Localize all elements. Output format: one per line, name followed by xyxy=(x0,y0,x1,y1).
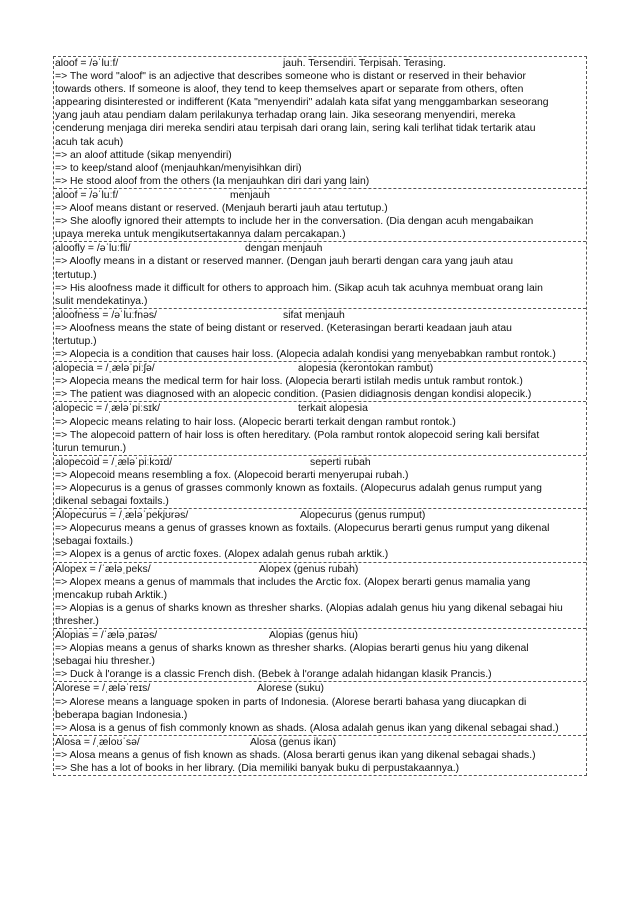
entry-word: Alopex = /ˈæləˌpeks/ xyxy=(55,563,151,575)
entry-text-line: => Alopecic means relating to hair loss. (Alopecic berarti terkait dengan rambut rontok.) xyxy=(55,416,456,428)
entry-text-line: tertutup.) xyxy=(55,269,97,281)
entry-text-line: => Alopecurus is a genus of grasses commonly known as foxtails. (Alopecurus adalah genus rumput yang xyxy=(55,483,542,494)
entry-text-line: => Alopex means a genus of mammals that includes the Arctic fox. (Alopex berarti genus mamalia yang xyxy=(55,576,531,588)
dictionary-entry xyxy=(54,401,586,454)
dictionary-entry xyxy=(54,241,586,307)
entry-meaning: seperti rubah xyxy=(310,456,371,468)
entry-text-line: => Alopias means a genus of sharks known as thresher sharks. (Alopias berarti genus hiu yang dikenal xyxy=(55,643,529,655)
entry-text-line: => Alosa is a genus of fish commonly known as shads. (Alosa adalah genus ikan yang dikenal sebagai shad.) xyxy=(55,722,559,734)
entry-word: aloof = /əˈluːf/ xyxy=(55,189,119,201)
entry-text-line: => Aloof means distant or reserved. (Menjauh berarti jauh atau tertutup.) xyxy=(55,203,388,215)
entry-word: alopecic = /ˌæləˈpiːsɪk/ xyxy=(55,403,161,415)
entry-headline xyxy=(54,736,586,749)
entry-text-line: => Duck à l'orange is a classic French dish. (Bebek à l'orange adalah hidangan klasik Prancis.) xyxy=(55,669,492,681)
entry-headline xyxy=(54,242,586,255)
entry-text-line: => Alopecia is a condition that causes hair loss. (Alopecia adalah kondisi yang menyebabkan rambut rontok.) xyxy=(55,349,556,361)
entry-meaning: terkait alopesia xyxy=(298,403,368,415)
entry-headline xyxy=(54,563,586,576)
entry-text-line: => She aloofly ignored their attempts to include her in the conversation. (Dia dengan acuh mengabaikan xyxy=(55,216,534,228)
entry-text-line: => to keep/stand aloof (menjauhkan/menyisihkan diri) xyxy=(55,162,302,174)
entry-text-line: => an aloof attitude (sikap menyendiri) xyxy=(55,149,232,161)
entry-text-line: beberapa bagian Indonesia.) xyxy=(55,709,188,721)
entry-meaning: dengan menjauh xyxy=(245,243,323,255)
entry-word: aloof = /əˈluːf/ xyxy=(55,58,119,69)
entry-word: Alopias = /ˈæləˌpaɪəs/ xyxy=(55,630,158,642)
dictionary-entry xyxy=(54,361,586,401)
entry-text-line: => His aloofness made it difficult for others to approach him. (Sikap acuh tak acuhnya membuat orang lain xyxy=(55,282,543,294)
dictionary-entry xyxy=(54,455,586,508)
entry-text-line: appearing disinterested or indifferent (Kata "menyendiri" adalah kata sifat yang menggambarkan seseorang xyxy=(55,97,549,109)
entry-text-line: => Alopias is a genus of sharks known as thresher sharks. (Alopias adalah genus hiu yang dikenal sebagai hiu xyxy=(55,602,563,614)
entry-word: alopecia = /ˌæləˈpiːʃə/ xyxy=(55,363,155,375)
entry-text-line: => Alopecurus means a genus of grasses known as foxtails. (Alopecurus berarti genus rumput yang dikenal xyxy=(55,523,550,535)
entry-headline xyxy=(54,402,586,415)
entry-text-line: => He stood aloof from the others (Ia menjauhkan diri dari yang lain) xyxy=(55,175,370,187)
entry-text-line: => Alopecoid means resembling a fox. (Alopecoid berarti menyerupai rubah.) xyxy=(55,469,409,481)
entry-text-line: => Aloofly means in a distant or reserved manner. (Dengan jauh berarti dengan cara yang jauh atau xyxy=(55,256,514,268)
entry-headline xyxy=(54,509,586,522)
entry-text-line: acuh tak acuh) xyxy=(55,136,124,148)
entry-headline xyxy=(54,362,586,375)
entry-word: Alopecurus = /ˌæləˈpekjʊrəs/ xyxy=(55,510,189,522)
entry-headline xyxy=(54,682,586,695)
entry-text-line: => Alorese means a language spoken in parts of Indonesia. (Alorese berarti bahasa yang diucapkan di xyxy=(55,696,527,708)
entry-meaning: Alopecurus (genus rumput) xyxy=(300,510,426,522)
entry-text-line: sebagai hiu thresher.) xyxy=(55,656,155,668)
dictionary-entry xyxy=(54,735,586,775)
entry-text-line: turun temurun.) xyxy=(55,442,127,454)
dictionary-entry xyxy=(54,188,586,241)
entry-meaning: alopesia (kerontokan rambut) xyxy=(298,363,434,375)
entry-meaning: Alopex (genus rubah) xyxy=(259,563,359,575)
dictionary-entry xyxy=(54,308,586,361)
entry-headline xyxy=(54,189,586,202)
entry-meaning: Alopias (genus hiu) xyxy=(269,630,358,642)
entry-text-line: => Alosa means a genus of fish known as shads. (Alosa berarti genus ikan yang dikenal sebagai shads.) xyxy=(55,749,536,761)
entry-text-line: => The patient was diagnosed with an alopecic condition. (Pasien didiagnosis dengan kondisi alopecik.) xyxy=(55,389,532,401)
entry-meaning: jauh. Tersendiri. Terpisah. Terasing. xyxy=(283,58,446,69)
entry-text-line: => The alopecoid pattern of hair loss is often hereditary. (Pola rambut rontok alopecoid sering kali bersifat xyxy=(55,429,540,441)
entry-headline xyxy=(54,629,586,642)
entry-text-line: mencakup rubah Arktik.) xyxy=(55,589,168,601)
entry-headline xyxy=(54,309,586,322)
entry-text-line: towards others. If someone is aloof, they tend to keep themselves apart or separate from others, often xyxy=(55,84,524,96)
entry-text-line: sebagai foxtails.) xyxy=(55,536,133,548)
entry-meaning: Alosa (genus ikan) xyxy=(250,736,337,748)
entry-text-line: cenderung menjaga diri mereka sendiri atau terpisah dari orang lain, sering kali terlihat tidak tertarik atau xyxy=(55,123,536,135)
entry-text-line: thresher.) xyxy=(55,615,99,627)
entry-headline xyxy=(54,456,586,469)
dictionary-entry xyxy=(54,562,586,628)
entry-text-line: => She has a lot of books in her library. (Dia memiliki banyak buku di perpustakaannya.) xyxy=(55,762,460,774)
entry-text-line: yang jauh atau pendiam dalam perilakunya terhadap orang lain. Jika seseorang menyendiri, mereka xyxy=(55,110,516,122)
dictionary-entry xyxy=(54,508,586,561)
entry-text-line: sulit mendekatinya.) xyxy=(55,295,148,307)
dictionary-entry xyxy=(54,57,586,188)
entry-word: Alorese = /ˌæləˈreɪs/ xyxy=(55,683,151,695)
entry-text-line: => Alopex is a genus of arctic foxes. (Alopex adalah genus rubah arktik.) xyxy=(55,549,389,561)
entry-headline xyxy=(54,57,586,70)
entry-text-line: => Aloofness means the state of being distant or reserved. (Keterasingan berarti keadaan jauh atau xyxy=(55,322,512,334)
entry-meaning: menjauh xyxy=(230,189,270,201)
entry-text-line: tertutup.) xyxy=(55,335,97,347)
entry-meaning: sifat menjauh xyxy=(283,309,345,321)
entry-text-line: upaya mereka untuk mengikutsertakannya dalam percakapan.) xyxy=(55,229,346,241)
entry-word: alopecoid = /ˌæləˈpiːkɔɪd/ xyxy=(55,456,173,468)
entry-text-line: => The word "aloof" is an adjective that describes someone who is distant or reserved in their behavior xyxy=(55,71,526,83)
entry-word: Alosa = /ˌæloʊˈsə/ xyxy=(55,736,140,748)
dictionary-entry xyxy=(54,628,586,681)
entry-word: aloofly = /əˈluːfli/ xyxy=(55,243,131,255)
entry-word: aloofness = /əˈluːfnəs/ xyxy=(55,309,157,321)
entry-text-line: => Alopecia means the medical term for hair loss. (Alopecia berarti istilah medis untuk rambut rontok.) xyxy=(55,376,523,388)
entry-meaning: Alorese (suku) xyxy=(257,683,324,695)
dictionary-entry xyxy=(54,681,586,734)
entry-text-line: dikenal sebagai foxtails.) xyxy=(55,496,169,508)
dictionary-document xyxy=(53,56,587,776)
